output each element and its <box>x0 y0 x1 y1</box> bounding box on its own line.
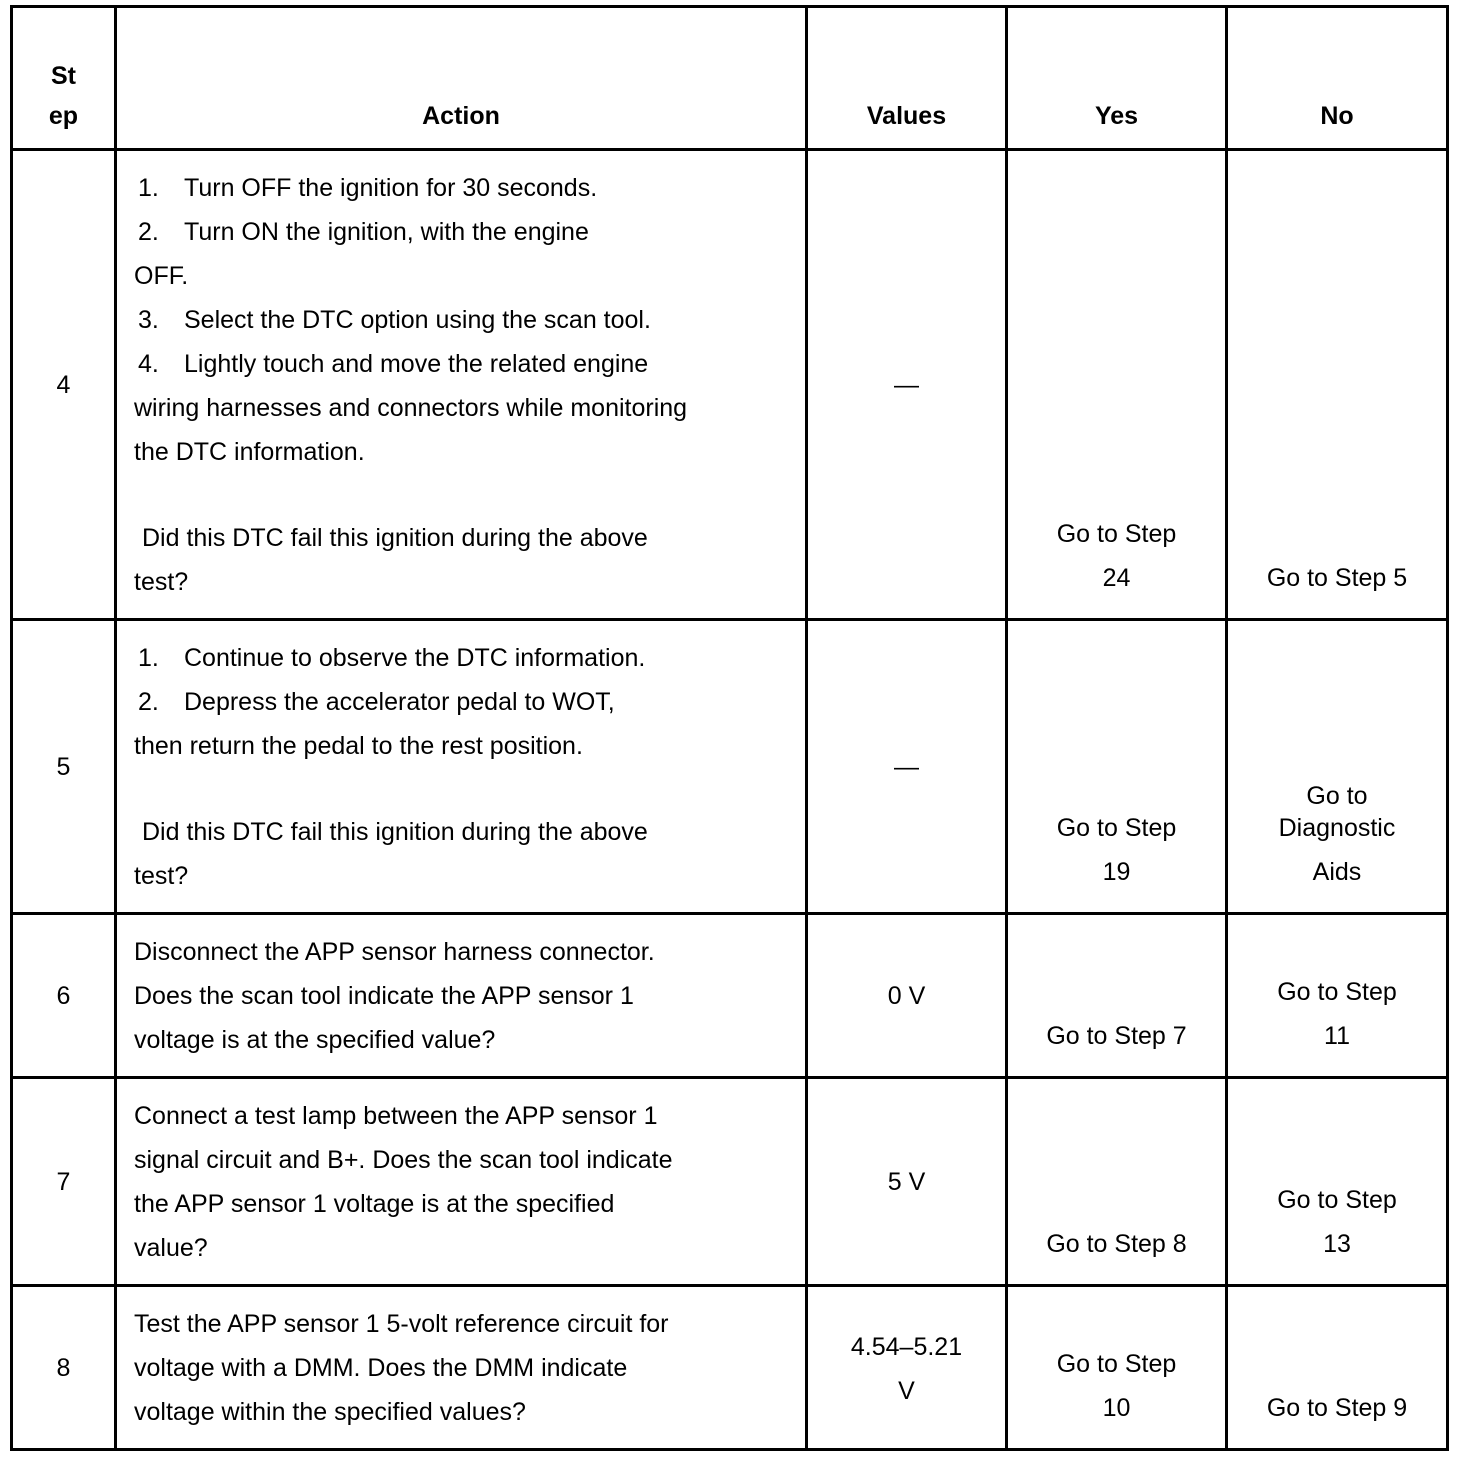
action-cell: Connect a test lamp between the APP sensor 1 signal circuit and B+. Does the scan tool indicate the APP sensor 1 voltage is at the specified value? <box>116 1078 807 1286</box>
yes-cell: Go to Step 8 <box>1007 1078 1227 1286</box>
yes-cell: Go to Step 7 <box>1007 914 1227 1078</box>
action-item: 4. Lightly touch and move the related engine <box>138 349 649 378</box>
action-item-continuation: then return the pedal to the rest position. <box>134 731 583 760</box>
step-number: 8 <box>12 1286 116 1450</box>
values-cell: 4.54–5.21 V <box>807 1286 1007 1450</box>
values-cell: 0 V <box>807 914 1007 1078</box>
action-question: Did this DTC fail this ignition during the above test? <box>134 817 648 890</box>
diagnostic-table <box>10 5 1449 1451</box>
action-item-continuation: wiring harnesses and connectors while monitoring <box>134 393 688 422</box>
header-yes: Yes <box>1007 7 1227 150</box>
table-row-step-8 <box>12 1286 1448 1450</box>
step-number: 5 <box>12 620 116 914</box>
header-no: No <box>1227 7 1448 150</box>
action-item: 3. Select the DTC option using the scan tool. <box>138 305 651 334</box>
no-cell: Go to Step 5 <box>1227 150 1448 620</box>
action-question: Did this DTC fail this ignition during the above test? <box>134 523 648 596</box>
yes-cell: Go to Step 19 <box>1007 620 1227 914</box>
action-cell: Test the APP sensor 1 5-volt reference circuit for voltage with a DMM. Does the DMM indicate voltage within the specified values? <box>116 1286 807 1450</box>
table-row-step-4 <box>12 150 1448 620</box>
yes-cell: Go to Step 10 <box>1007 1286 1227 1450</box>
table-row-step-6 <box>12 914 1448 1078</box>
action-cell <box>116 620 807 914</box>
step-number: 4 <box>12 150 116 620</box>
no-cell: Go to Step 11 <box>1227 914 1448 1078</box>
action-item-continuation: the DTC information. <box>134 437 365 466</box>
header-row <box>12 7 1448 150</box>
values-cell: — <box>807 150 1007 620</box>
table-row-step-5 <box>12 620 1448 914</box>
no-cell: Go to Step 9 <box>1227 1286 1448 1450</box>
header-step-line2: ep <box>48 102 79 130</box>
action-cell: Disconnect the APP sensor harness connector. Does the scan tool indicate the APP sensor 1 voltage is at the specified value? <box>116 914 807 1078</box>
values-cell: — <box>807 620 1007 914</box>
yes-cell: Go to Step 24 <box>1007 150 1227 620</box>
values-cell: 5 V <box>807 1078 1007 1286</box>
header-action: Action <box>116 7 807 150</box>
action-item: 2. Depress the accelerator pedal to WOT, <box>138 687 615 716</box>
no-cell: Go to Diagnostic Aids <box>1227 620 1448 914</box>
step-number: 7 <box>12 1078 116 1286</box>
no-cell: Go to Step 13 <box>1227 1078 1448 1286</box>
step-number: 6 <box>12 914 116 1078</box>
action-cell <box>116 150 807 620</box>
action-item: 1. Turn OFF the ignition for 30 seconds. <box>138 173 598 202</box>
table-row-step-7 <box>12 1078 1448 1286</box>
action-item-continuation: OFF. <box>134 261 189 290</box>
action-item: 2. Turn ON the ignition, with the engine <box>138 217 589 246</box>
header-step <box>12 7 116 150</box>
header-step-line1: St <box>51 62 76 90</box>
header-values: Values <box>807 7 1007 150</box>
action-item: 1. Continue to observe the DTC information. <box>138 643 646 672</box>
